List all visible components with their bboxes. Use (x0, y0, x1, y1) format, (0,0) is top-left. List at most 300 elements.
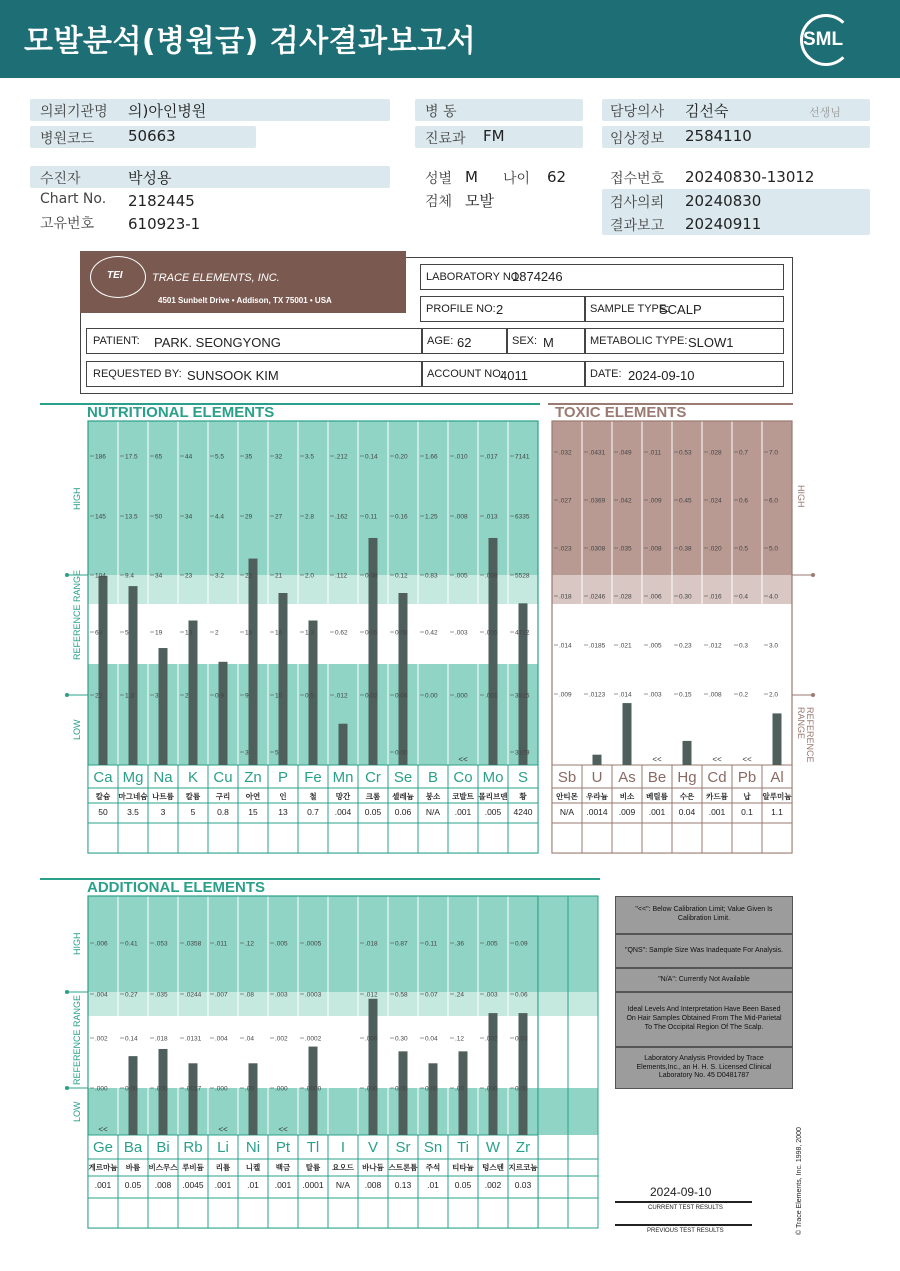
bar-K (189, 621, 198, 765)
element-symbol-Ni: Ni (245, 1139, 261, 1156)
element-symbol-I: I (340, 1139, 346, 1156)
tick-label-Cu: 4.4 (215, 513, 225, 521)
nutritional-ref-bottom-marker-dot (65, 693, 69, 697)
element-name-Na: 나트륨 (152, 792, 174, 801)
element-symbol-Cd: Cd (707, 769, 727, 786)
tick-label-Se: 0.08 (395, 629, 408, 637)
element-name-U: 우라늄 (586, 792, 608, 801)
nutritional-ref-top-marker-dot (65, 573, 69, 577)
nutritional-title: NUTRITIONAL ELEMENTS (87, 404, 275, 421)
tick-label-Ba: 0.14 (125, 1035, 138, 1043)
element-value-Ni: .01 (247, 1180, 259, 1190)
element-value-Zn: 15 (248, 807, 258, 817)
element-name-Zn: 아연 (245, 792, 261, 801)
tick-label-Hg: 0.23 (679, 642, 692, 650)
element-name-As: 비소 (619, 792, 635, 801)
tick-label-Cd: .028 (709, 449, 722, 457)
tick-label-U: .0246 (589, 593, 606, 601)
tick-label-Na: 34 (155, 572, 163, 580)
tick-label-Se: 0.04 (395, 692, 408, 700)
tick-label-P: 21 (275, 572, 283, 580)
element-name-Tl: 탈륨 (305, 1163, 321, 1172)
hospital-code-label: 병원코드 (40, 131, 95, 147)
element-name-Al: 알루미늄 (762, 792, 792, 801)
element-symbol-S: S (517, 769, 529, 786)
tick-label-Pt: .005 (275, 940, 288, 948)
element-name-Ti: 티타늄 (452, 1163, 474, 1172)
element-symbol-W: W (485, 1139, 501, 1156)
element-value-Cd: .001 (708, 807, 726, 817)
current-rule (615, 1201, 752, 1203)
legend-below-limit: "<<": Below Calibration Limit; Value Given Is Calibration Limit. (615, 896, 793, 934)
element-value-Pb: 0.1 (741, 807, 753, 817)
element-symbol-Hg: Hg (677, 769, 697, 786)
lab-patient-label: PATIENT: (93, 335, 140, 347)
tick-label-Fe: 1.3 (305, 629, 315, 637)
lab-company: TRACE ELEMENTS, INC. (152, 272, 280, 284)
element-name-Ca: 칼슘 (95, 792, 111, 801)
legend-na: "N/A": Currently Not Available (615, 968, 793, 992)
element-symbol-Ge: Ge (92, 1139, 114, 1156)
below-limit-mark-Cd: << (712, 755, 722, 764)
tick-label-Pt: .002 (275, 1035, 288, 1043)
receipt-label: 접수번호 (610, 171, 665, 187)
element-value-Mg: 3.5 (127, 807, 139, 817)
tick-label-V: .012 (365, 991, 378, 999)
element-value-I: N/A (335, 1180, 351, 1190)
tick-label-Ti: .36 (455, 940, 465, 948)
tick-label-Cd: .008 (709, 691, 722, 699)
element-value-P: 13 (278, 807, 288, 817)
tick-label-Ni: .04 (245, 1035, 255, 1043)
tick-label-Mo: .013 (485, 513, 498, 521)
tick-label-P: 27 (275, 513, 283, 521)
tick-label-Sr: 0.30 (395, 1035, 408, 1043)
tick-label-Ni: .12 (245, 940, 255, 948)
report-value: 20240911 (685, 215, 762, 233)
legend-lab-provider: Laboratory Analysis Provided by Trace Elements,Inc., an H. H. S. Licensed Clinical Laboratory No. 45 D0481787 (615, 1047, 793, 1089)
tick-label-Ba: 0.00 (125, 1085, 138, 1093)
below-limit-mark-Pb: << (742, 755, 752, 764)
tick-label-S: 4722 (515, 629, 530, 637)
tick-label-Mo: .005 (485, 629, 498, 637)
element-symbol-U: U (591, 769, 603, 786)
element-symbol-Bi: Bi (156, 1139, 170, 1156)
tick-label-W: .000 (485, 1085, 498, 1093)
current-test-label: CURRENT TEST RESULTS (648, 1205, 723, 1211)
element-symbol-Sn: Sn (423, 1139, 443, 1156)
profile-label: PROFILE NO: (426, 303, 496, 315)
tick-label-Na: 19 (155, 629, 163, 637)
tick-label-bottom-Zn: 3 (245, 749, 249, 757)
element-value-V: .008 (364, 1180, 382, 1190)
bar-Sn (429, 1063, 438, 1135)
tick-label-B: 1.25 (425, 513, 438, 521)
dept-value: FM (483, 127, 505, 145)
element-symbol-Mn: Mn (332, 769, 354, 786)
patient-value: 박성용 (128, 169, 172, 187)
additional-ref-top-marker-dot (65, 990, 69, 994)
tick-label-Fe: 3.5 (305, 453, 315, 461)
tick-label-K: 2 (185, 692, 189, 700)
tick-label-Li: .004 (215, 1035, 228, 1043)
nutritional-ref-label: REFERENCE RANGE (72, 569, 82, 660)
tick-label-Zn: 35 (245, 453, 253, 461)
element-value-W: .002 (484, 1180, 502, 1190)
bar-Na (159, 648, 168, 765)
element-symbol-B: B (427, 769, 439, 786)
element-name-V: 바나듐 (362, 1163, 384, 1172)
tick-label-Ge: .000 (95, 1085, 108, 1093)
element-symbol-Rb: Rb (183, 1139, 203, 1156)
element-name-Sr: 스트론튬 (388, 1163, 418, 1172)
tick-label-Tl: .0002 (305, 1035, 322, 1043)
tick-label-S: 3915 (515, 692, 530, 700)
tick-label-Co: .005 (455, 572, 468, 580)
element-symbol-Be: Be (647, 769, 667, 786)
tick-label-Mg: 9.4 (125, 572, 135, 580)
element-symbol-Pb: Pb (737, 769, 757, 786)
tick-label-Tl: .0003 (305, 991, 322, 999)
element-value-U: .0014 (586, 807, 608, 817)
element-name-Hg: 수은 (679, 792, 695, 801)
element-value-Pt: .001 (274, 1180, 292, 1190)
tick-label-Zn: 29 (245, 513, 253, 521)
element-value-Sr: 0.13 (394, 1180, 412, 1190)
bar-Ti (459, 1051, 468, 1135)
tick-label-S: 5528 (515, 572, 530, 580)
tick-label-S: 6335 (515, 513, 530, 521)
tick-label-Be: .011 (649, 449, 662, 457)
bar-Sr (399, 1051, 408, 1135)
bar-Ba (129, 1056, 138, 1135)
toxic-ref-top-marker-dot (811, 573, 815, 577)
element-name-Rb: 루비듐 (182, 1163, 204, 1172)
nutritional-high-label: HIGH (72, 487, 82, 510)
sample-label: SAMPLE TYPE: (590, 303, 670, 315)
element-value-Na: 3 (160, 807, 166, 817)
element-name-Ge: 게르마늄 (88, 1163, 118, 1172)
tick-label-Ca: 63 (95, 629, 103, 637)
element-name-Se: 셀레늄 (392, 792, 414, 801)
additional-ref-bottom-marker-dot (65, 1086, 69, 1090)
bar-V (369, 999, 378, 1135)
tick-label-W: .005 (485, 940, 498, 948)
tick-label-B: 0.42 (425, 629, 438, 637)
element-symbol-Ca: Ca (93, 769, 113, 786)
tick-label-Cu: 0.9 (215, 692, 225, 700)
tick-label-Pb: 0.2 (739, 691, 749, 699)
tick-label-Al: 3.0 (769, 642, 779, 650)
tick-label-Mn: 0.62 (335, 629, 348, 637)
tick-label-Sn: 0.00 (425, 1085, 438, 1093)
element-name-Be: 베릴륨 (646, 792, 668, 801)
tick-label-Zn: 9 (245, 692, 249, 700)
tick-label-U: .0308 (589, 545, 606, 553)
tick-label-Sn: 0.04 (425, 1035, 438, 1043)
element-symbol-Cu: Cu (213, 769, 233, 786)
chart-label: Chart No. (40, 191, 107, 207)
tick-label-Fe: 2.0 (305, 572, 315, 580)
element-name-Zr: 지르코늄 (508, 1163, 538, 1172)
tick-label-Ni: .00 (245, 1085, 255, 1093)
tick-label-Cr: 0.05 (365, 629, 378, 637)
tick-label-Mg: 5 (125, 629, 129, 637)
element-symbol-Mg: Mg (122, 769, 144, 786)
account-value: 4011 (500, 368, 528, 383)
tick-label-Ca: 145 (95, 513, 106, 521)
requested-label: REQUESTED BY: (93, 368, 182, 380)
tick-label-P: 16 (275, 629, 283, 637)
tick-label-Be: .008 (649, 545, 662, 553)
tick-label-As: .021 (619, 642, 632, 650)
tick-label-Sb: .014 (559, 642, 572, 650)
tick-label-Li: .007 (215, 991, 228, 999)
element-name-S: 황 (519, 792, 527, 801)
tick-label-Co: .010 (455, 453, 468, 461)
element-symbol-Zr: Zr (515, 1139, 531, 1156)
element-value-Zr: 0.03 (514, 1180, 532, 1190)
tick-label-Zr: 0.00 (515, 1085, 528, 1093)
tick-label-Rb: .0017 (185, 1085, 202, 1093)
tick-label-Pt: .000 (275, 1085, 288, 1093)
element-value-Mo: .005 (484, 807, 502, 817)
age-value: 62 (547, 168, 567, 186)
element-symbol-Pt: Pt (275, 1139, 291, 1156)
tick-label-Na: 50 (155, 513, 163, 521)
doctor-suffix: 선생님 (809, 106, 841, 119)
hospital-code-value: 50663 (128, 127, 176, 145)
tick-label-Al: 5.0 (769, 545, 779, 553)
bar-U (593, 755, 602, 765)
element-name-Cr: 크롬 (365, 792, 381, 801)
tick-label-Cu: 5.5 (215, 453, 225, 461)
tick-label-Na: 65 (155, 453, 163, 461)
tick-label-K: 44 (185, 453, 193, 461)
element-value-Al: 1.1 (771, 807, 783, 817)
tick-label-Co: .000 (455, 692, 468, 700)
tei-logo-text: TEI (107, 270, 123, 281)
additional-title: ADDITIONAL ELEMENTS (87, 879, 266, 896)
tick-label-V: .000 (365, 1085, 378, 1093)
tick-label-Ca: 186 (95, 453, 106, 461)
element-symbol-Mo: Mo (482, 769, 504, 786)
tick-label-As: .049 (619, 449, 632, 457)
tick-label-Ge: .004 (95, 991, 108, 999)
previous-rule (615, 1224, 752, 1226)
request-value: 20240830 (685, 192, 762, 210)
bar-W (489, 1013, 498, 1135)
bar-P (279, 593, 288, 765)
tick-label-Cu: 2 (215, 629, 219, 637)
tick-label-Bi: .000 (155, 1085, 168, 1093)
element-symbol-V: V (367, 1139, 379, 1156)
tick-label-Ti: .00 (455, 1085, 465, 1093)
additional-empty-band (568, 896, 598, 992)
tick-label-Pb: 0.5 (739, 545, 749, 553)
element-name-W: 텅스텐 (482, 1163, 504, 1172)
element-value-As: .009 (618, 807, 636, 817)
bar-Rb (189, 1063, 198, 1135)
metabolic-label: METABOLIC TYPE: (590, 335, 688, 347)
element-symbol-Ba: Ba (123, 1139, 143, 1156)
lab-sex-value: M (543, 335, 554, 350)
account-label: ACCOUNT NO: (427, 368, 504, 380)
metabolic-value: SLOW1 (688, 335, 734, 350)
element-name-Ni: 니켈 (245, 1163, 261, 1172)
tick-label-Hg: 0.45 (679, 497, 692, 505)
logo-text: SML (803, 29, 844, 50)
lab-address: 4501 Sunbelt Drive • Addison, TX 75001 • USA (158, 296, 332, 305)
tick-label-Be: .006 (649, 593, 662, 601)
element-value-Co: .001 (454, 807, 472, 817)
tick-label-Ca: 104 (95, 572, 106, 580)
tick-label-Zn: 16 (245, 629, 253, 637)
element-symbol-Se: Se (393, 769, 413, 786)
tick-label-Mn: .162 (335, 513, 348, 521)
tick-label-Cd: .012 (709, 642, 722, 650)
tick-label-Co: .008 (455, 513, 468, 521)
element-name-Sb: 안티몬 (556, 792, 578, 801)
tick-label-bottom-Se: 0.00 (395, 749, 408, 757)
tick-label-Sr: 0.87 (395, 940, 408, 948)
tick-label-Sb: .032 (559, 449, 572, 457)
additional-low-label: LOW (72, 1101, 82, 1122)
below-limit-mark-Co: << (458, 755, 468, 764)
tick-label-K: 13 (185, 629, 193, 637)
tick-label-Sb: .009 (559, 691, 572, 699)
tick-label-Cr: 0.11 (365, 513, 378, 521)
tick-label-Al: 7.0 (769, 449, 779, 457)
tick-label-Mo: .017 (485, 453, 498, 461)
tick-label-As: .014 (619, 691, 632, 699)
specimen-label: 검체 (425, 194, 453, 210)
tick-label-Li: .011 (215, 940, 228, 948)
bar-Hg (683, 741, 692, 765)
tick-label-Se: 0.16 (395, 513, 408, 521)
tick-label-Sb: .027 (559, 497, 572, 505)
element-symbol-Cr: Cr (365, 769, 381, 786)
element-value-Ca: 50 (98, 807, 108, 817)
below-limit-mark-Pt: << (278, 1125, 288, 1134)
below-limit-mark-Li: << (218, 1125, 228, 1134)
date-value: 2024-09-10 (628, 368, 695, 383)
tick-label-Na: 3 (155, 692, 159, 700)
doctor-label: 담당의사 (610, 104, 665, 120)
clinical-label: 임상정보 (610, 131, 665, 147)
bar-S (519, 603, 528, 765)
tick-label-Zr: 0.06 (515, 991, 528, 999)
element-name-Mn: 망간 (335, 792, 351, 801)
element-value-Tl: .0001 (302, 1180, 324, 1190)
additional-ref-label: REFERENCE RANGE (72, 994, 82, 1085)
element-symbol-Sr: Sr (395, 1139, 411, 1156)
tick-label-Cu: 3.2 (215, 572, 225, 580)
tick-label-Pt: .003 (275, 991, 288, 999)
tick-label-Pb: 0.6 (739, 497, 749, 505)
element-value-Rb: .0045 (182, 1180, 204, 1190)
report-title: 모발분석(병원급) 검사결과보고서 (24, 24, 477, 59)
tick-label-As: .042 (619, 497, 632, 505)
requested-value: SUNSOOK KIM (187, 368, 279, 383)
element-name-Mg: 마그네슘 (118, 792, 148, 801)
tick-label-Ni: .08 (245, 991, 255, 999)
tick-label-Hg: 0.53 (679, 449, 692, 457)
tick-label-Mn: .212 (335, 453, 348, 461)
below-limit-mark-Be: << (652, 755, 662, 764)
tick-label-U: .0431 (589, 449, 606, 457)
tick-label-Ca: 22 (95, 692, 103, 700)
tick-label-W: .002 (485, 1035, 498, 1043)
tick-label-As: .035 (619, 545, 632, 553)
tick-label-B: 1.66 (425, 453, 438, 461)
ward-label: 병 동 (425, 104, 457, 120)
element-value-Cu: 0.8 (217, 807, 229, 817)
tick-label-Mn: .012 (335, 692, 348, 700)
tick-label-bottom-S: 3109 (515, 749, 530, 757)
element-value-B: N/A (425, 807, 441, 817)
sex-value: M (465, 168, 478, 186)
tick-label-Zn: 22 (245, 572, 253, 580)
tick-label-Sb: .018 (559, 593, 572, 601)
element-value-Hg: 0.04 (678, 807, 696, 817)
tick-label-Fe: 0.5 (305, 692, 315, 700)
element-name-Fe: 철 (309, 792, 317, 801)
element-symbol-K: K (187, 769, 199, 786)
tick-label-Sr: 0.58 (395, 991, 408, 999)
element-name-Co: 코발트 (452, 792, 474, 801)
element-symbol-Fe: Fe (304, 769, 322, 786)
element-name-I: 요오드 (332, 1163, 354, 1172)
tick-label-Pb: 0.4 (739, 593, 749, 601)
bar-Se (399, 593, 408, 765)
lab-age-label: AGE: (427, 335, 454, 347)
additional-empty-band (568, 1088, 598, 1135)
tick-label-Se: 0.20 (395, 453, 408, 461)
element-symbol-Na: Na (153, 769, 173, 786)
tick-label-V: .018 (365, 940, 378, 948)
tick-label-Bi: .018 (155, 1035, 168, 1043)
doctor-value: 김선숙 (685, 102, 729, 120)
tick-label-Cr: 0.08 (365, 572, 378, 580)
element-symbol-Zn: Zn (244, 769, 262, 786)
element-value-Ge: .001 (94, 1180, 112, 1190)
tick-label-Zr: 0.09 (515, 940, 528, 948)
tick-label-Zr: 0.03 (515, 1035, 528, 1043)
additional-empty-band (538, 1088, 568, 1135)
tick-label-Al: 4.0 (769, 593, 779, 601)
element-value-Sb: N/A (559, 807, 575, 817)
tick-label-U: .0369 (589, 497, 606, 505)
element-value-Cr: 0.05 (364, 807, 382, 817)
sample-value: SCALP (659, 302, 702, 317)
tick-label-Se: 0.12 (395, 572, 408, 580)
bar-Cu (219, 662, 228, 765)
tick-label-Ti: .24 (455, 991, 465, 999)
tick-label-Ba: 0.27 (125, 991, 138, 999)
institution-label: 의뢰기관명 (40, 104, 108, 120)
tick-label-Tl: .0005 (305, 940, 322, 948)
institution-value: 의)아인병원 (128, 102, 207, 120)
lab-patient-value: PARK. SEONGYONG (154, 335, 281, 350)
lab-no-label: LABORATORY NO: (426, 271, 523, 283)
tick-label-Al: 2.0 (769, 691, 779, 699)
tick-label-Be: .003 (649, 691, 662, 699)
bar-Ni (249, 1063, 258, 1135)
element-value-Li: .001 (214, 1180, 232, 1190)
tick-label-Ba: 0.41 (125, 940, 138, 948)
element-symbol-Ti: Ti (457, 1139, 469, 1156)
